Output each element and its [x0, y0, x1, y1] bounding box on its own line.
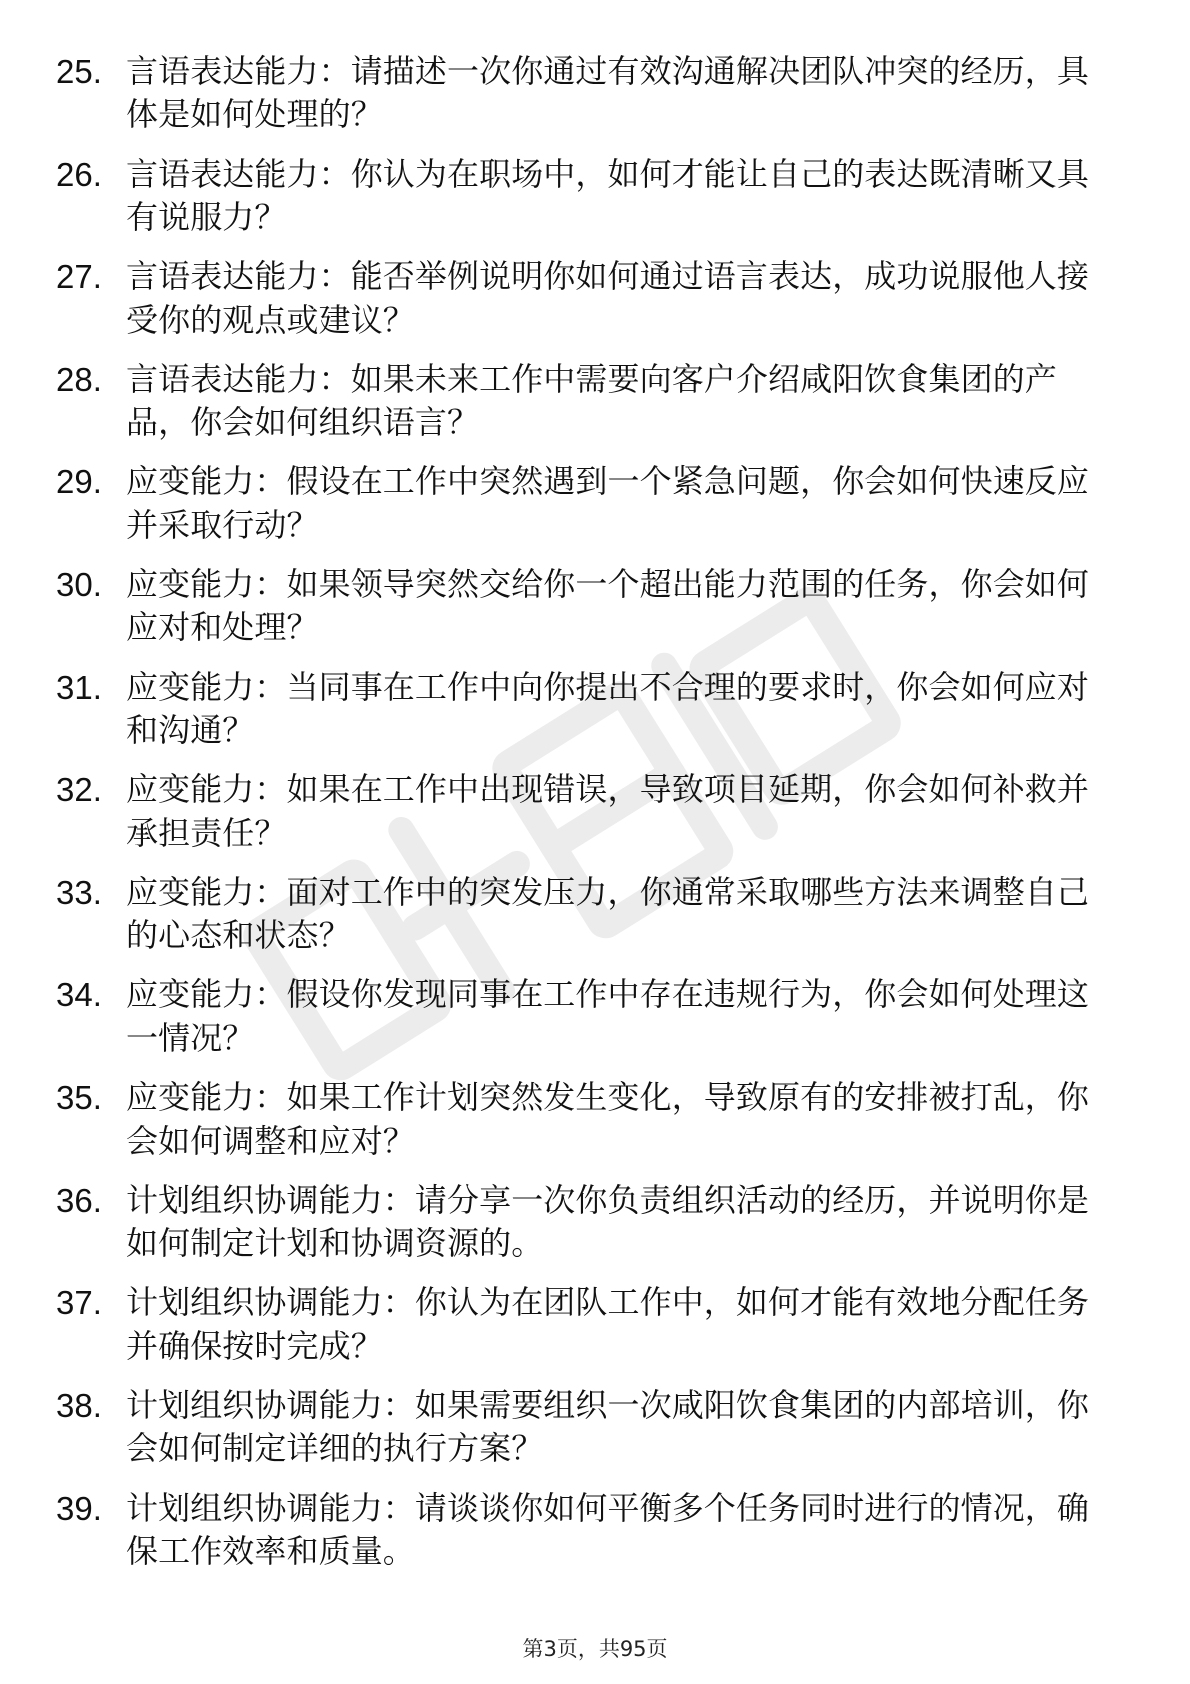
list-item: [56, 1076, 1116, 1163]
list-item: [56, 563, 1116, 650]
list-item: [56, 153, 1116, 240]
question-number: 32.: [56, 771, 102, 809]
question-text: 计划组织协调能力：你认为在团队工作中，如何才能有效地分配任务并确保按时完成？: [126, 1283, 1090, 1365]
list-item: [56, 1179, 1116, 1266]
list-item: [56, 460, 1116, 547]
page-number-label: 第3页，共95页: [522, 1637, 668, 1661]
question-text: 计划组织协调能力：请分享一次你负责组织活动的经历，并说明你是如何制定计划和协调资源的。: [126, 1180, 1090, 1263]
question-text: 应变能力：如果工作计划突然发生变化，导致原有的安排被打乱，你会如何调整和应对？: [126, 1078, 1090, 1160]
question-number: 34.: [56, 976, 102, 1014]
question-number: 33.: [56, 873, 102, 911]
question-number: 30.: [56, 566, 102, 604]
question-number: 39.: [56, 1489, 102, 1527]
question-number: 26.: [56, 155, 102, 193]
question-number: 29.: [56, 463, 102, 501]
question-number: 36.: [56, 1181, 102, 1219]
question-text: 计划组织协调能力：如果需要组织一次咸阳饮食集团的内部培训，你会如何制定详细的执行方案？: [126, 1385, 1090, 1468]
question-text: 应变能力：当同事在工作中向你提出不合理的要求时，你会如何应对和沟通？: [126, 667, 1090, 750]
question-text: 应变能力：面对工作中的突发压力，你通常采取哪些方法来调整自己的心态和状态？: [126, 872, 1090, 955]
list-item: [56, 666, 1116, 753]
question-text: 应变能力：如果领导突然交给你一个超出能力范围的任务，你会如何应对和处理？: [126, 565, 1090, 647]
list-item: [56, 1384, 1116, 1471]
question-list: [56, 50, 1116, 1589]
list-item: [56, 871, 1116, 958]
question-text: 应变能力：如果在工作中出现错误，导致项目延期，你会如何补救并承担责任？: [126, 770, 1090, 852]
question-text: 言语表达能力：如果未来工作中需要向客户介绍咸阳饮食集团的产品，你会如何组织语言？: [126, 359, 1057, 442]
list-item: [56, 255, 1116, 342]
question-text: 应变能力：假设在工作中突然遇到一个紧急问题，你会如何快速反应并采取行动？: [126, 462, 1090, 544]
question-number: 35.: [56, 1079, 102, 1117]
question-text: 应变能力：假设你发现同事在工作中存在违规行为，你会如何处理这一情况？: [126, 975, 1090, 1057]
question-text: 言语表达能力：请描述一次你通过有效沟通解决团队冲突的经历，具体是如何处理的？: [126, 52, 1090, 134]
question-number: 28.: [56, 360, 102, 398]
list-item: [56, 1281, 1116, 1368]
question-number: 27.: [56, 258, 102, 296]
list-item: [56, 768, 1116, 855]
list-item: [56, 1487, 1116, 1574]
question-number: 38.: [56, 1386, 102, 1424]
list-item: [56, 358, 1116, 445]
list-item: [56, 973, 1116, 1060]
question-text: 言语表达能力：能否举例说明你如何通过语言表达，成功说服他人接受你的观点或建议？: [126, 257, 1090, 339]
list-item: [56, 50, 1116, 137]
question-text: 计划组织协调能力：请谈谈你如何平衡多个任务同时进行的情况，确保工作效率和质量。: [126, 1488, 1090, 1570]
question-text: 言语表达能力：你认为在职场中，如何才能让自己的表达既清晰又具有说服力？: [126, 154, 1090, 237]
page-footer: [0, 1636, 1190, 1662]
question-number: 25.: [56, 53, 102, 90]
question-number: 37.: [56, 1284, 102, 1322]
question-number: 31.: [56, 668, 102, 706]
